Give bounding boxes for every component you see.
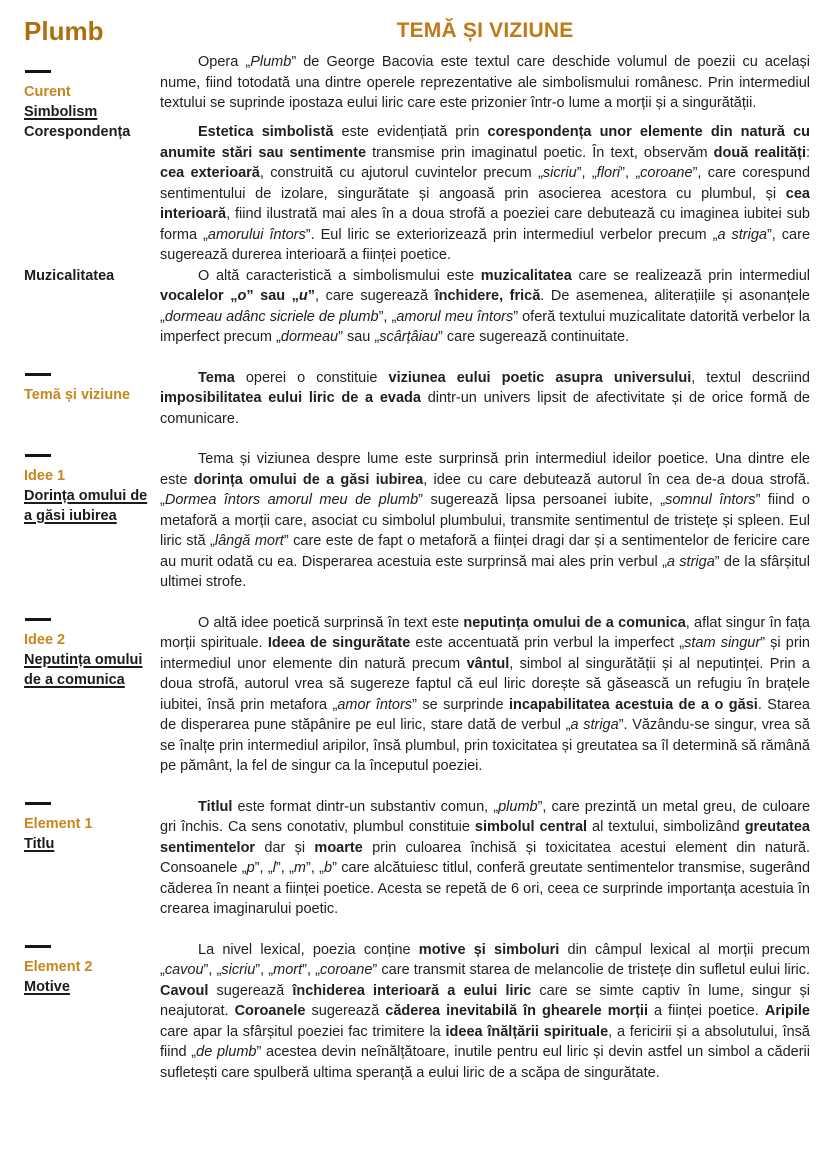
text-run bbox=[299, 288, 308, 304]
paragraph bbox=[160, 266, 810, 348]
text-run: dormeau bbox=[280, 329, 339, 345]
text-run: simbolul central bbox=[474, 819, 588, 835]
text-run: ” care alcătuiesc titlul, conferă greutate sentimentelor transmise, sugerând căderea în neant a ființei poetice. Acesta se repetă de 6 ori, ceea ce surprinde importanța acestuia în crearea imaginarului poetic. bbox=[160, 860, 811, 917]
note-dash bbox=[25, 945, 51, 948]
section-content bbox=[160, 449, 810, 593]
text-run: scârțâiau bbox=[379, 329, 439, 345]
text-run: prin culoarea închisă și toxicitatea acestui element din natură. Consoanele „ bbox=[160, 839, 810, 876]
text-run: , fiind ilustrată mai ales în a doua strofă a poeziei care debutează cu imaginea iubitei sub forma „ bbox=[160, 206, 810, 243]
text-run: este accentuată prin verbul la imperfect „ bbox=[410, 635, 685, 651]
text-run: amorului întors bbox=[207, 226, 306, 243]
text-run: cavou bbox=[164, 962, 204, 978]
note-heading: Temă și viziune bbox=[24, 386, 131, 403]
margin-note bbox=[24, 613, 160, 777]
text-run: ” de la sfârșitul ultimei strofe. bbox=[160, 553, 810, 590]
text-run: lângă mort bbox=[214, 533, 284, 549]
text-run: ”. Eul liric se exteriorizează prin intermediul verbelor precum „ bbox=[305, 226, 718, 243]
text-run: Tema bbox=[198, 369, 235, 386]
text-run: La nivel lexical, poezia conține bbox=[198, 941, 419, 958]
text-run: ”, „ bbox=[306, 860, 325, 876]
text-run: din câmpul lexical al morții precum „ bbox=[160, 941, 810, 978]
text-run bbox=[237, 288, 246, 304]
note-dash bbox=[25, 618, 51, 621]
text-run: plumb bbox=[498, 798, 538, 815]
text-run: care se realizează prin intermediul bbox=[571, 267, 810, 284]
section-content bbox=[160, 797, 810, 920]
text-run: ”, „ bbox=[203, 962, 222, 978]
text-run: coroane bbox=[640, 165, 693, 181]
text-run: , textul descriind bbox=[691, 369, 810, 386]
text-run: Dormea întors amorul meu de plumb bbox=[164, 492, 419, 508]
text-run: mort bbox=[273, 962, 303, 978]
text-run: ”, „ bbox=[576, 165, 597, 181]
text-run: ” sau „ bbox=[246, 288, 299, 304]
paragraph bbox=[160, 797, 810, 920]
text-run: este format dintr-un substantiv comun, „ bbox=[232, 798, 499, 815]
note-sublabel: Simbolism bbox=[24, 104, 98, 120]
section bbox=[24, 449, 810, 593]
note-label: Muzicalitatea bbox=[24, 267, 115, 284]
note-dash bbox=[25, 373, 51, 376]
text-run: imposibilitatea eului liric de a evada bbox=[160, 390, 421, 406]
text-run: dormeau adânc sicriele de plumb bbox=[164, 308, 379, 325]
text-run: . De asemenea, aliterațiile și asonanțele „ bbox=[160, 288, 810, 325]
text-run: ” bbox=[307, 288, 316, 304]
text-run: vântul bbox=[466, 655, 510, 672]
text-run: ” care este de fapt o metaforă a ființei dragi dar și a sentimentelor de fericire care au murit odată cu ea. Disperarea acestuia este surprinsă mai ales prin verbul „ bbox=[160, 533, 810, 570]
text-run: flori bbox=[596, 165, 621, 181]
margin-note bbox=[24, 122, 160, 266]
text-run: Coroanele bbox=[234, 1003, 306, 1019]
text-run: O altă idee poetică surprinsă în text este bbox=[198, 614, 464, 631]
text-run: Estetica simbolistă bbox=[198, 124, 334, 140]
text-run: vocalelor „ bbox=[160, 288, 238, 304]
text-run: este evidențiată prin bbox=[333, 124, 488, 140]
section bbox=[24, 368, 810, 430]
section bbox=[24, 940, 810, 1084]
text-run: a striga bbox=[717, 226, 767, 243]
text-run: cea exterioară bbox=[160, 165, 260, 181]
text-run: Cavoul bbox=[160, 982, 209, 999]
section bbox=[24, 797, 810, 920]
text-run: : bbox=[805, 144, 810, 161]
text-run: moarte bbox=[314, 839, 363, 856]
text-run: sugerează bbox=[305, 1003, 386, 1019]
margin-note bbox=[24, 266, 160, 348]
text-run: transmise prin imaginatul poetic. În text, observăm bbox=[366, 144, 714, 161]
text-run: dar și bbox=[255, 839, 315, 856]
text-run: ”, „ bbox=[620, 165, 641, 181]
text-run: b bbox=[324, 860, 333, 876]
page-title: TEMĂ ȘI VIZIUNE bbox=[396, 19, 574, 42]
note-heading: Idee 1 bbox=[24, 468, 66, 484]
text-run: Ideea de singurătate bbox=[267, 635, 411, 651]
text-run: dorința omului de a găsi iubirea bbox=[193, 471, 424, 488]
note-sublabel: Titlu bbox=[24, 835, 55, 852]
text-run: , care sugerează bbox=[315, 288, 435, 304]
text-run: ”, care sugerează durerea interioară a ființei poetice. bbox=[160, 226, 811, 263]
text-run: , construită cu ajutorul cuvintelor precum „ bbox=[259, 165, 543, 181]
note-dash bbox=[25, 70, 51, 73]
text-run: ” sau „ bbox=[338, 329, 380, 345]
paragraph bbox=[160, 122, 810, 266]
text-run: ”, care prezintă un metal greu, de culoare gri închis. Ca sens conotativ, plumbul constituie bbox=[160, 798, 811, 835]
text-run: , aflat singur în fața morții spirituale. bbox=[160, 614, 810, 651]
text-run: ”. Văzându-se singur, vrea să se înalțe prin intermediul aripilor, însă plumbul, prin toxicitatea și greutatea sa îl determină să rămână pe pământ, la fel de singur ca la începutul poeziei. bbox=[160, 717, 810, 774]
text-run: ” care transmit starea de melancolie de tristețe din sufletul eului liric. bbox=[372, 962, 811, 978]
text-run: ”, „ bbox=[254, 860, 273, 876]
text-run: p bbox=[246, 860, 255, 876]
text-run: sicriu bbox=[542, 165, 577, 181]
text-run: ”, care corespund sentimentului de izolare, singurătate și angoasă prin asocierea acestora cu plumbul, și bbox=[160, 165, 811, 202]
note-sublabel: Neputința omului de a comunica bbox=[24, 651, 143, 688]
text-run-italic: o bbox=[237, 288, 247, 304]
text-run: amorul meu întors bbox=[396, 308, 514, 325]
note-dash bbox=[25, 454, 51, 457]
note-heading: Curent bbox=[24, 84, 71, 100]
text-run: l bbox=[272, 860, 276, 876]
text-run: incapabilitatea acestuia de a o găsi bbox=[508, 696, 758, 713]
text-run: căderea inevitabilă în ghearele morții bbox=[385, 1003, 648, 1019]
section-content bbox=[160, 122, 810, 266]
note-heading: Idee 2 bbox=[24, 631, 66, 648]
paragraph bbox=[160, 613, 810, 777]
text-run: stam singur bbox=[684, 635, 761, 651]
document-header bbox=[24, 16, 810, 46]
margin-note bbox=[24, 52, 160, 122]
text-run: , a fericirii și a absolutului, însă fiind „ bbox=[160, 1023, 810, 1060]
text-run: a striga bbox=[666, 553, 715, 570]
text-run: ” se surprinde bbox=[412, 696, 509, 713]
text-run: ” acestea devin neînălțătoare, inutile pentru eul liric și devin astfel un simbol a căderii sufletești care spulberă ultima speranță a eului liric de a scăpa de singurătate. bbox=[160, 1044, 810, 1081]
text-run: dintr-un univers lipsit de afectivitate și de orice formă de comunicare. bbox=[160, 390, 810, 427]
paragraph bbox=[160, 449, 810, 593]
text-run: ” și prin intermediul unor elemente din natură precum bbox=[160, 635, 810, 672]
note-sublabel: Motive bbox=[24, 978, 70, 995]
text-run: Tema și viziunea despre lume este surprinsă prin intermediul ideilor poetice. Una dintre ele este bbox=[160, 451, 810, 488]
text-run: care se simte captiv în lume, singur și neajutorat. bbox=[160, 982, 810, 1019]
text-run: motive și simboluri bbox=[418, 941, 560, 958]
text-run: Opera „ bbox=[198, 54, 251, 70]
text-run: corespondența unor elemente din natură cu anumite stări sau sentimente bbox=[160, 124, 811, 161]
text-run: Titlul bbox=[198, 798, 233, 815]
text-run: ” fiind o metaforă a morții care, asociat cu simbolul plumbului, transmite sentimentul de tristețe și spleen. Eul liric stă „ bbox=[160, 492, 810, 549]
text-run: m bbox=[293, 860, 306, 876]
text-run: . Starea de disperarea pune stăpânire pe eul liric, stare dată de verbul „ bbox=[160, 696, 811, 733]
text-run: ” oferă textului muzicalitate datorită verbelor la imperfect precum „ bbox=[160, 308, 810, 345]
text-run: a striga bbox=[570, 717, 619, 733]
text-run: ” care sugerează continuitate. bbox=[438, 329, 630, 345]
margin-note bbox=[24, 368, 160, 430]
text-run: Plumb bbox=[250, 54, 292, 70]
margin-note bbox=[24, 449, 160, 593]
paragraph bbox=[160, 368, 810, 430]
text-run: ideea înălțării spirituale bbox=[445, 1023, 609, 1040]
section bbox=[24, 52, 810, 122]
text-run: ” de George Bacovia este textul care deschide volumul de poezii cu același nume, fiind totodată una dintre operele reprezentative ale simbolismului românesc. Prin intermediul textului se suprinde ipostaza eului liric care este prizonier într-o lume a morții și a singurătății. bbox=[160, 54, 810, 111]
paragraph bbox=[160, 52, 810, 114]
section bbox=[24, 266, 810, 348]
text-run: care apar la sfârșitul poeziei fac trimitere la bbox=[160, 1023, 446, 1040]
text-run: coroane bbox=[320, 962, 373, 978]
text-run: închiderea interioară a eului liric bbox=[292, 982, 532, 999]
text-run: muzicalitatea bbox=[480, 267, 572, 284]
text-run: două realități bbox=[713, 144, 806, 161]
text-run: somnul întors bbox=[665, 492, 756, 508]
text-run: amor întors bbox=[337, 696, 413, 713]
text-run: al textului, simbolizând bbox=[587, 819, 745, 835]
sections bbox=[24, 52, 810, 1083]
note-label: Corespondența bbox=[24, 124, 131, 140]
text-run: Aripile bbox=[764, 1003, 810, 1019]
text-run: de plumb bbox=[196, 1044, 257, 1060]
text-run: , idee cu care debutează autorul în cea de-a doua strofă. „ bbox=[160, 471, 811, 508]
text-run: greutatea sentimentelor bbox=[160, 819, 810, 856]
section-content bbox=[160, 368, 810, 430]
note-heading: Element 1 bbox=[24, 815, 93, 832]
text-run: ”, „ bbox=[302, 962, 321, 978]
section-content bbox=[160, 266, 810, 348]
text-run: sugerează bbox=[208, 982, 293, 999]
section-content bbox=[160, 940, 810, 1084]
paragraph bbox=[160, 940, 810, 1084]
note-heading: Element 2 bbox=[24, 958, 93, 975]
text-run: a ființei poetice. bbox=[647, 1003, 765, 1019]
margin-note bbox=[24, 940, 160, 1084]
text-run: ”, „ bbox=[255, 962, 274, 978]
text-run: închidere, frică bbox=[434, 288, 541, 304]
text-run: neputința omului de a comunica bbox=[463, 614, 686, 631]
section bbox=[24, 122, 810, 266]
doc-title: Plumb bbox=[24, 16, 104, 46]
text-run: viziunea eului poetic asupra universului bbox=[388, 369, 692, 386]
text-run: operei o constituie bbox=[234, 369, 389, 386]
section-content bbox=[160, 613, 810, 777]
text-run: ”, „ bbox=[275, 860, 294, 876]
text-run: sicriu bbox=[221, 962, 256, 978]
section-content bbox=[160, 52, 810, 122]
text-run: ” sugerează lipsa persoanei iubite, „ bbox=[418, 492, 666, 508]
note-sublabel: Dorința omului de a găsi iubirea bbox=[24, 488, 148, 524]
margin-note bbox=[24, 797, 160, 920]
section bbox=[24, 613, 810, 777]
text-run: cea interioară bbox=[160, 185, 810, 222]
text-run-italic: u bbox=[298, 288, 308, 304]
note-dash bbox=[25, 802, 51, 805]
text-run: , simbol al singurătății și al neputinței. Prin a doua strofă, autorul vrea să sugereze faptul că eul liric dorește să găsească un refugiu în brațele iubitei, însă prin metafora „ bbox=[160, 655, 810, 713]
text-run: ”, „ bbox=[378, 308, 397, 325]
text-run: O altă caracteristică a simbolismului este bbox=[198, 267, 481, 284]
